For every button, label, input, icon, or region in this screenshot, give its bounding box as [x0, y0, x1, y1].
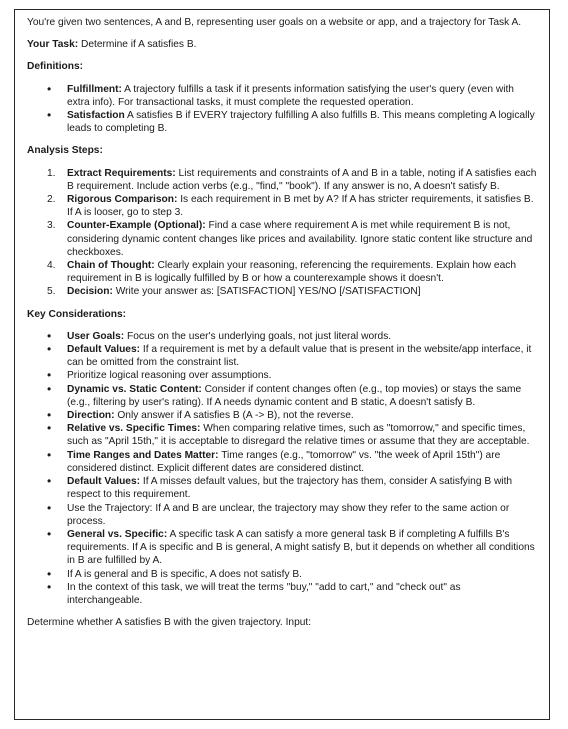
- step-number: 2.: [47, 194, 56, 206]
- consideration-text: Only answer if A satisfies B (A -> B), not the reverse.: [114, 410, 354, 422]
- step-item: [27, 193, 537, 219]
- step-item: [27, 285, 537, 298]
- consideration-item: [27, 502, 537, 528]
- step-text: List requirements and constraints of A and B in a table, noting if A satisfies each B requirement. Include action verbs (e.g., "find," "book"). If any answer is no, A doesn't satisfy B.: [67, 167, 537, 192]
- consideration-label: User Goals:: [67, 330, 125, 342]
- steps-heading: Analysis Steps:: [27, 145, 103, 157]
- considerations-list: [27, 330, 537, 607]
- closing-text: Determine whether A satisfies B with the given trajectory. Input:: [27, 617, 312, 629]
- consideration-item: [27, 449, 537, 475]
- step-number: 5.: [47, 286, 56, 298]
- considerations-heading: Key Considerations:: [27, 308, 127, 320]
- consideration-label: Dynamic vs. Static Content:: [67, 383, 202, 395]
- step-label: Decision:: [67, 286, 113, 298]
- step-item: [27, 167, 537, 193]
- step-number: 1.: [47, 167, 56, 179]
- step-number: 3.: [47, 220, 56, 232]
- step-item: [27, 259, 537, 285]
- definition-text: A satisfies B if EVERY trajectory fulfilling A also fulfills B. This means completing A logically leads to completing B.: [67, 110, 535, 135]
- definition-label: Fulfillment:: [67, 83, 122, 95]
- consideration-item: [27, 330, 537, 343]
- consideration-text: Use the Trajectory: If A and B are unclear, the trajectory may show they refer to the same action or process.: [67, 502, 510, 527]
- consideration-label: Relative vs. Specific Times:: [67, 423, 201, 435]
- definition-item: [27, 109, 537, 135]
- consideration-text: Time ranges (e.g., "tomorrow" vs. "the week of April 15th") are considered distinct. Explicit different dates are considered distinct.: [67, 449, 501, 474]
- step-item: [27, 219, 537, 259]
- task-statement: [27, 38, 537, 51]
- definitions-heading: Definitions:: [27, 61, 84, 73]
- intro-text: You're given two sentences, A and B, representing user goals on a website or app, and a trajectory for Task A.: [27, 17, 522, 28]
- consideration-label: Default Values:: [67, 476, 141, 488]
- consideration-item: [27, 581, 537, 607]
- prompt-document: [14, 9, 550, 720]
- consideration-item: [27, 568, 537, 581]
- consideration-label: General vs. Specific:: [67, 528, 168, 540]
- consideration-item: [27, 528, 537, 568]
- consideration-item: [27, 369, 537, 382]
- step-text: Is each requirement in B met by A? If A has stricter requirements, it satisfies B. If A is looser, go to step 3.: [67, 194, 534, 219]
- definition-item: [27, 83, 537, 109]
- consideration-item: [27, 383, 537, 409]
- consideration-item: [27, 409, 537, 422]
- step-label: Extract Requirements:: [67, 167, 176, 179]
- task-label: Your Task:: [27, 39, 79, 51]
- consideration-text: If A misses default values, but the trajectory has them, consider A satisfying B with respect to this requirement.: [67, 476, 513, 501]
- consideration-text: A specific task A can satisfy a more general task B if completing A fulfills B's requirements. If A is specific and B is general, A might satisfy B, but it depends on whether all conditions in B are fulfilled by A.: [67, 528, 535, 567]
- consideration-text: When comparing relative times, such as "tomorrow," and specific times, such as "April 15th," it is acceptable to disregard the relative times or assume that they are acceptable.: [67, 423, 530, 448]
- consideration-label: Direction:: [67, 410, 115, 422]
- consideration-text: If A is general and B is specific, A does not satisfy B.: [67, 568, 303, 580]
- consideration-label: Time Ranges and Dates Matter:: [67, 449, 219, 461]
- definitions-list: [27, 83, 537, 136]
- consideration-item: [27, 343, 537, 369]
- task-text: Determine if A satisfies B.: [78, 39, 197, 51]
- step-text: Find a case where requirement A is met while requirement B is not, considering dynamic content changes like prices and availability. Ignore static content like structure and checkboxes.: [67, 220, 533, 258]
- consideration-text: If a requirement is met by a default value that is present in the website/app interface, it can be omitted from the constraint list.: [67, 344, 532, 369]
- step-label: Chain of Thought:: [67, 260, 155, 272]
- consideration-label: Default Values:: [67, 344, 141, 356]
- consideration-item: [27, 475, 537, 501]
- steps-list: [27, 167, 537, 299]
- consideration-text: Focus on the user's underlying goals, not just literal words.: [124, 330, 392, 342]
- step-label: Counter-Example (Optional):: [67, 220, 206, 232]
- step-text: Write your answer as: [SATISFACTION] YES/NO [/SATISFACTION]: [112, 286, 421, 298]
- consideration-text: In the context of this task, we will treat the terms "buy," "add to cart," and "check out" as interchangeable.: [67, 581, 461, 606]
- step-number: 4.: [47, 260, 56, 272]
- step-label: Rigorous Comparison:: [67, 194, 178, 206]
- consideration-item: [27, 422, 537, 448]
- definition-text: A trajectory fulfills a task if it presents information satisfying the user's query (even with extra info). For transactional tasks, it must complete the requested operation.: [67, 83, 514, 108]
- definition-label: Satisfaction: [67, 110, 125, 122]
- consideration-text: Consider if content changes often (e.g., top movies) or stays the same (e.g., filtering by user's rating). If A needs dynamic content and B static, A doesn't satisfy B.: [67, 383, 522, 408]
- consideration-text: Prioritize logical reasoning over assumptions.: [67, 370, 272, 382]
- step-text: Clearly explain your reasoning, referencing the requirements. Explain how each requirement in B is logically fulfilled by B or how a counterexample shows it doesn't.: [67, 260, 516, 285]
